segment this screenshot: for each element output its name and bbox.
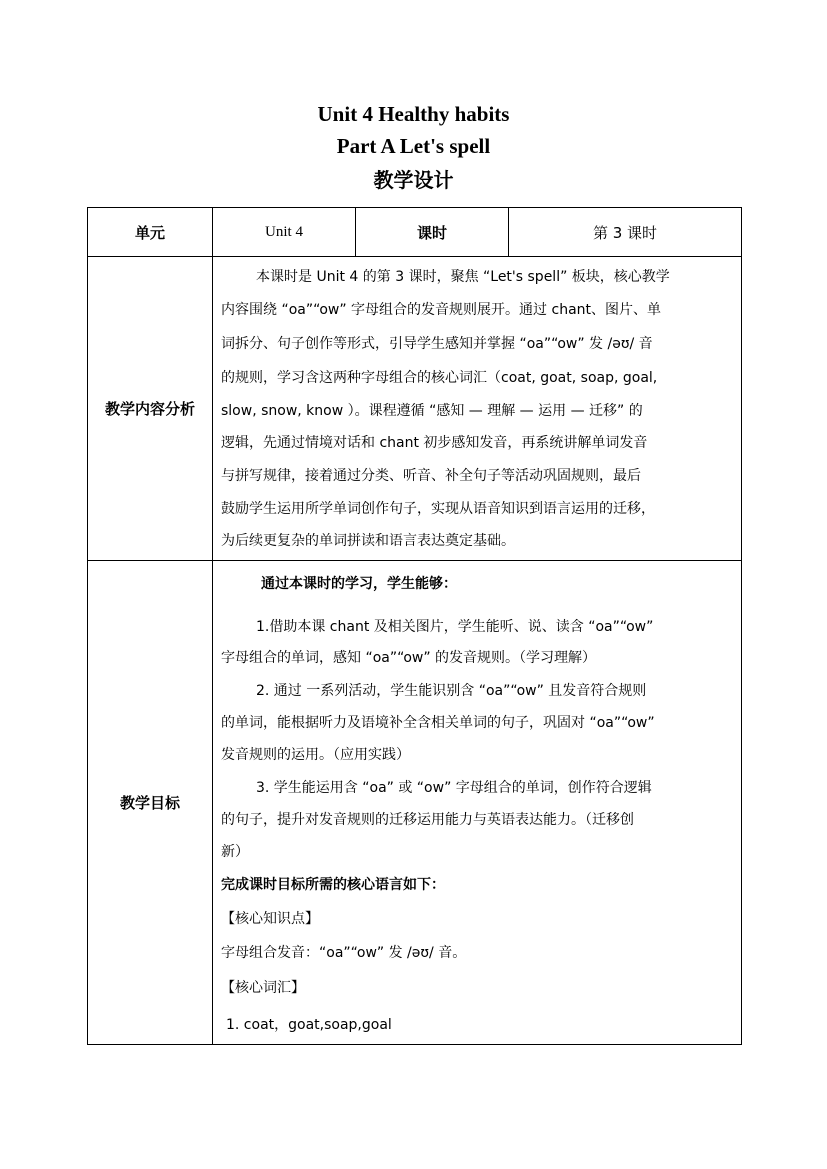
analysis-line: 本课时是 Unit 4 的第 3 课时，聚焦 “Let's spell” 板块，核心教学 bbox=[256, 269, 670, 285]
cell-content-analysis-label: 教学内容分析 bbox=[104, 400, 195, 418]
knowledge-heading: 【核心知识点】 bbox=[221, 911, 319, 927]
title-unit: Unit 4 Healthy habits bbox=[317, 102, 510, 126]
objective-line: 发音规则的运用。（应用实践） bbox=[221, 747, 410, 763]
cell-objectives-label: 教学目标 bbox=[119, 794, 180, 812]
knowledge-text: 字母组合发音：“oa”“ow” 发 /əʊ/ 音。 bbox=[221, 945, 467, 961]
table-divider bbox=[212, 208, 213, 1044]
analysis-line: 为后续更复杂的单词拼读和语言表达奠定基础。 bbox=[221, 533, 515, 549]
analysis-line: slow, snow, know ）。课程遵循 “感知 — 理解 — 运用 — 迁移” 的 bbox=[221, 403, 643, 419]
cell-period-label: 课时 bbox=[416, 223, 447, 242]
cell-period-value: 第 3 课时 bbox=[592, 223, 658, 242]
objective-line: 新） bbox=[221, 844, 249, 860]
objectives-intro: 通过本课时的学习，学生能够： bbox=[261, 576, 457, 592]
analysis-line: 的规则，学习含这两种字母组合的核心词汇（coat, goat, soap, goal, bbox=[221, 370, 658, 386]
lesson-table bbox=[87, 207, 742, 1045]
objective-line: 的句子，提升对发音规则的迁移运用能力与英语表达能力。（迁移创 bbox=[221, 812, 634, 828]
analysis-line: 内容围绕 “oa”“ow” 字母组合的发音规则展开。通过 chant、图片、单 bbox=[221, 302, 662, 318]
objective-line: 字母组合的单词，感知 “oa”“ow” 的发音规则。（学习理解） bbox=[221, 650, 597, 666]
cell-unit-value: Unit 4 bbox=[265, 223, 303, 240]
vocab-heading: 【核心词汇】 bbox=[221, 980, 305, 996]
objective-line: 的单词，能根据听力及语境补全含相关单词的句子，巩固对 “oa”“ow” bbox=[221, 715, 655, 731]
core-language-title: 完成课时目标所需的核心语言如下： bbox=[221, 877, 445, 893]
objective-line: 2. 通过 一系列活动，学生能识别含 “oa”“ow” 且发音符合规则 bbox=[256, 683, 647, 699]
analysis-line: 逻辑，先通过情境对话和 chant 初步感知发音，再系统讲解单词发音 bbox=[221, 435, 648, 451]
analysis-line: 鼓励学生运用所学单词创作句子，实现从语音知识到语言运用的迁移， bbox=[221, 501, 655, 517]
vocab-text: 1. coat，goat,soap,goal bbox=[226, 1017, 392, 1033]
analysis-line: 与拼写规律，接着通过分类、听音、补全句子等活动巩固规则，最后 bbox=[221, 468, 641, 484]
title-part: Part A Let's spell bbox=[336, 134, 491, 158]
objective-line: 3. 学生能运用含 “oa” 或 “ow” 字母组合的单词，创作符合逻辑 bbox=[256, 780, 652, 796]
analysis-line: 词拆分、句子创作等形式，引导学生感知并掌握 “oa”“ow” 发 /əʊ/ 音 bbox=[221, 336, 653, 352]
cell-unit-label: 单元 bbox=[134, 223, 165, 242]
objective-line: 1.借助本课 chant 及相关图片，学生能听、说、读含 “oa”“ow” bbox=[256, 619, 654, 635]
title-design: 教学设计 bbox=[373, 168, 454, 192]
